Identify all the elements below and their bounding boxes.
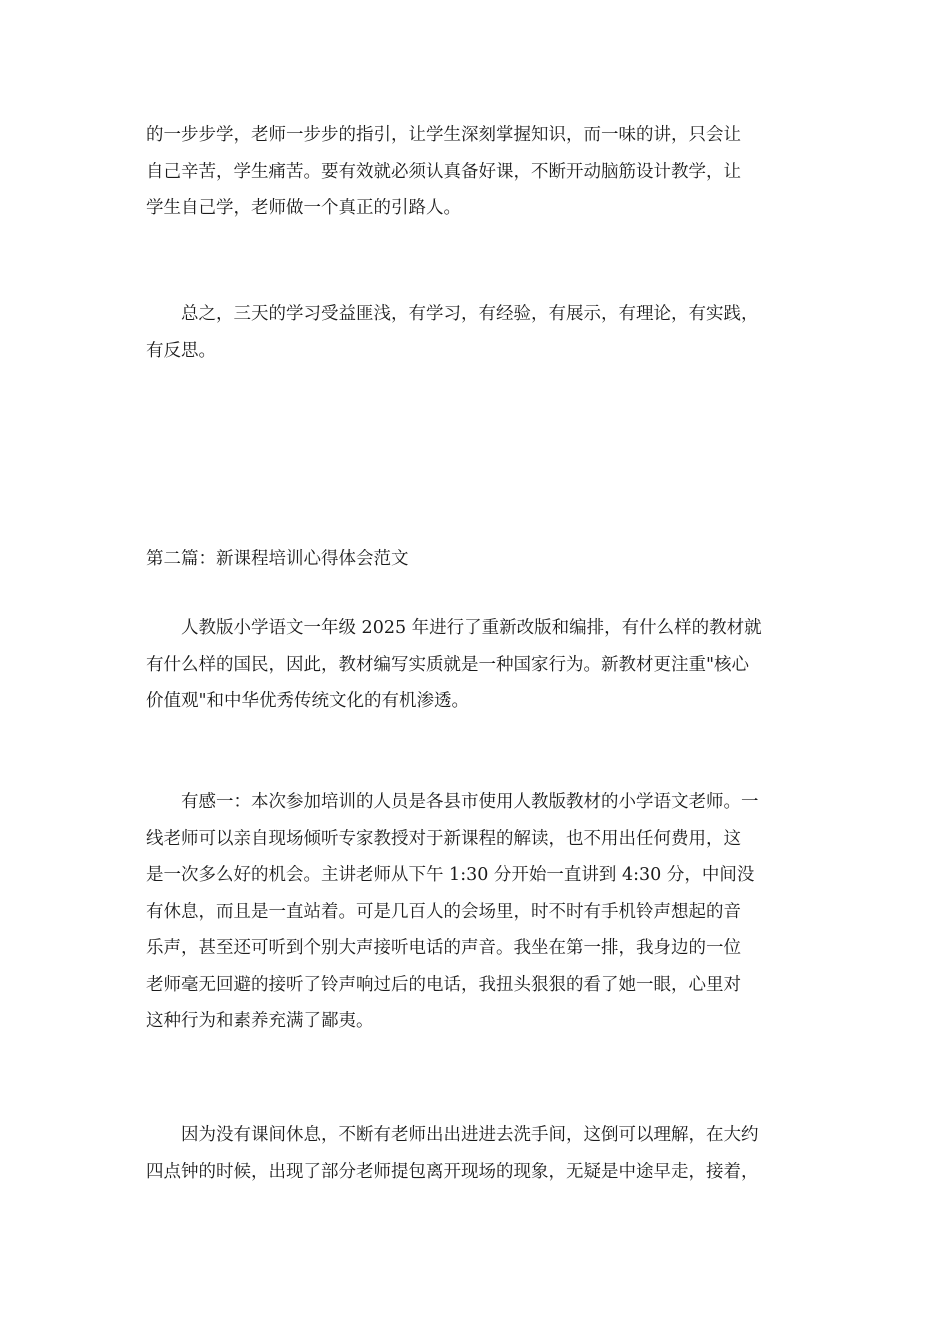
paragraph-4-line-6: 老师毫无回避的接听了铃声响过后的电话，我扭头狠狠的看了她一眼，心里对 [146, 974, 741, 995]
paragraph-2-line-2: 有反思。 [146, 340, 216, 361]
paragraph-4-line-2: 线老师可以亲自现场倾听专家教授对于新课程的解读，也不用出任何费用，这 [146, 828, 741, 849]
paragraph-3-line-2: 有什么样的国民，因此，教材编写实质就是一种国家行为。新教材更注重"核心 [146, 654, 750, 675]
paragraph-4-line-4: 有休息，而且是一直站着。可是几百人的会场里，时不时有手机铃声想起的音 [146, 901, 741, 922]
paragraph-4 [146, 784, 806, 1040]
paragraph-2-line-1: 总之，三天的学习受益匪浅，有学习，有经验，有展示，有理论，有实践， [181, 304, 759, 324]
paragraph-1-line-2: 自己辛苦，学生痛苦。要有效就必须认真备好课，不断开动脑筋设计教学，让 [146, 161, 741, 182]
paragraph-3 [146, 610, 806, 720]
paragraph-5 [146, 1117, 806, 1190]
paragraph-4-line-3: 是一次多么好的机会。主讲老师从下午 1:30 分开始一直讲到 4:30 分，中间没 [146, 865, 755, 885]
paragraph-1-line-1: 的一步步学，老师一步步的指引，让学生深刻掌握知识，而一味的讲，只会让 [146, 125, 741, 145]
paragraph-4-line-7: 这种行为和素养充满了鄙夷。 [146, 1011, 374, 1031]
paragraph-4-line-5: 乐声，甚至还可听到个别大声接听电话的声音。我坐在第一排，我身边的一位 [146, 938, 741, 958]
paragraph-3-line-3: 价值观"和中华优秀传统文化的有机渗透。 [146, 691, 470, 711]
paragraph-2 [146, 296, 806, 369]
paragraph-5-line-1: 因为没有课间休息，不断有老师出出进进去洗手间，这倒可以理解，在大约 [181, 1125, 759, 1145]
paragraph-5-line-2: 四点钟的时候，出现了部分老师提包离开现场的现象，无疑是中途早走，接着， [146, 1161, 759, 1182]
paragraph-4-line-1: 有感一：本次参加培训的人员是各县市使用人教版教材的小学语文老师。一 [181, 792, 759, 812]
paragraph-1-line-3: 学生自己学，老师做一个真正的引路人。 [146, 198, 461, 218]
section-heading: 第二篇：新课程培训心得体会范文 [146, 549, 409, 569]
paragraph-1 [146, 117, 806, 227]
paragraph-3-line-1: 人教版小学语文一年级 2025 年进行了重新改版和编排，有什么样的教材就 [181, 618, 762, 638]
